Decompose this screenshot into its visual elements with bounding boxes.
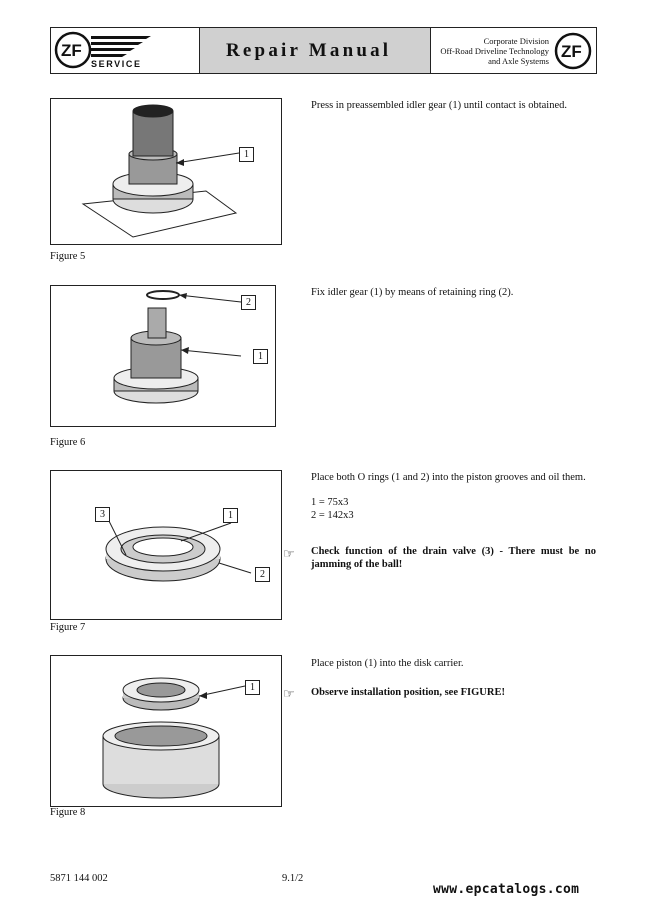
piston-disk-carrier-illustration — [51, 656, 281, 806]
spec-line-2: 2 = 142x3 — [311, 510, 354, 521]
callout-1: 1 — [253, 349, 268, 364]
figure-caption: Figure 5 — [50, 251, 86, 262]
instruction-text: Place both O rings (1 and 2) into the piston grooves and oil them. — [311, 472, 586, 483]
callout-2: 2 — [241, 295, 256, 310]
division-text: Corporate Division Off-Road Driveline Technology and Axle Systems — [440, 35, 549, 66]
zf-logo-right — [549, 31, 596, 71]
instruction-text: Fix idler gear (1) by means of retaining ring (2). — [311, 287, 514, 298]
division-cell — [431, 28, 596, 73]
zf-logo-text: ZF — [61, 41, 82, 60]
manual-title: Repair Manual — [226, 39, 392, 61]
zf-logo-icon — [553, 31, 593, 71]
note-text-line1: Check function of the drain valve (3) - There must be no — [311, 546, 596, 557]
callout-2: 2 — [255, 567, 270, 582]
page-header — [50, 27, 597, 74]
note-text: Observe installation position, see FIGURE! — [311, 687, 505, 698]
pointing-hand-icon: ☞ — [283, 686, 295, 701]
idler-gear-press-illustration — [51, 99, 281, 244]
note-text-line2: jamming of the ball! — [311, 559, 403, 570]
callout-1: 1 — [223, 508, 238, 523]
service-label: SERVICE — [91, 59, 142, 69]
figure-5-image — [50, 98, 282, 245]
document-number: 5871 144 002 — [50, 873, 108, 884]
callout-1: 1 — [239, 147, 254, 162]
pointing-hand-icon: ☞ — [283, 546, 295, 561]
instruction-text: Press in preassembled idler gear (1) until contact is obtained. — [311, 100, 568, 111]
manual-title-cell — [200, 28, 431, 73]
watermark: www.epcatalogs.com — [433, 882, 580, 897]
figure-caption: Figure 8 — [50, 807, 86, 818]
callout-1: 1 — [245, 680, 260, 695]
spec-line-1: 1 = 75x3 — [311, 497, 349, 508]
svg-text:ZF: ZF — [560, 41, 582, 61]
callout-3: 3 — [95, 507, 110, 522]
figure-6-image — [50, 285, 276, 427]
figure-caption: Figure 6 — [50, 437, 86, 448]
figure-7-image — [50, 470, 282, 620]
piston-o-rings-illustration — [51, 471, 281, 619]
zf-service-logo — [51, 28, 200, 73]
figure-caption: Figure 7 — [50, 622, 86, 633]
page-number: 9.1/2 — [282, 873, 304, 884]
instruction-text: Place piston (1) into the disk carrier. — [311, 658, 464, 669]
figure-8-image — [50, 655, 282, 807]
